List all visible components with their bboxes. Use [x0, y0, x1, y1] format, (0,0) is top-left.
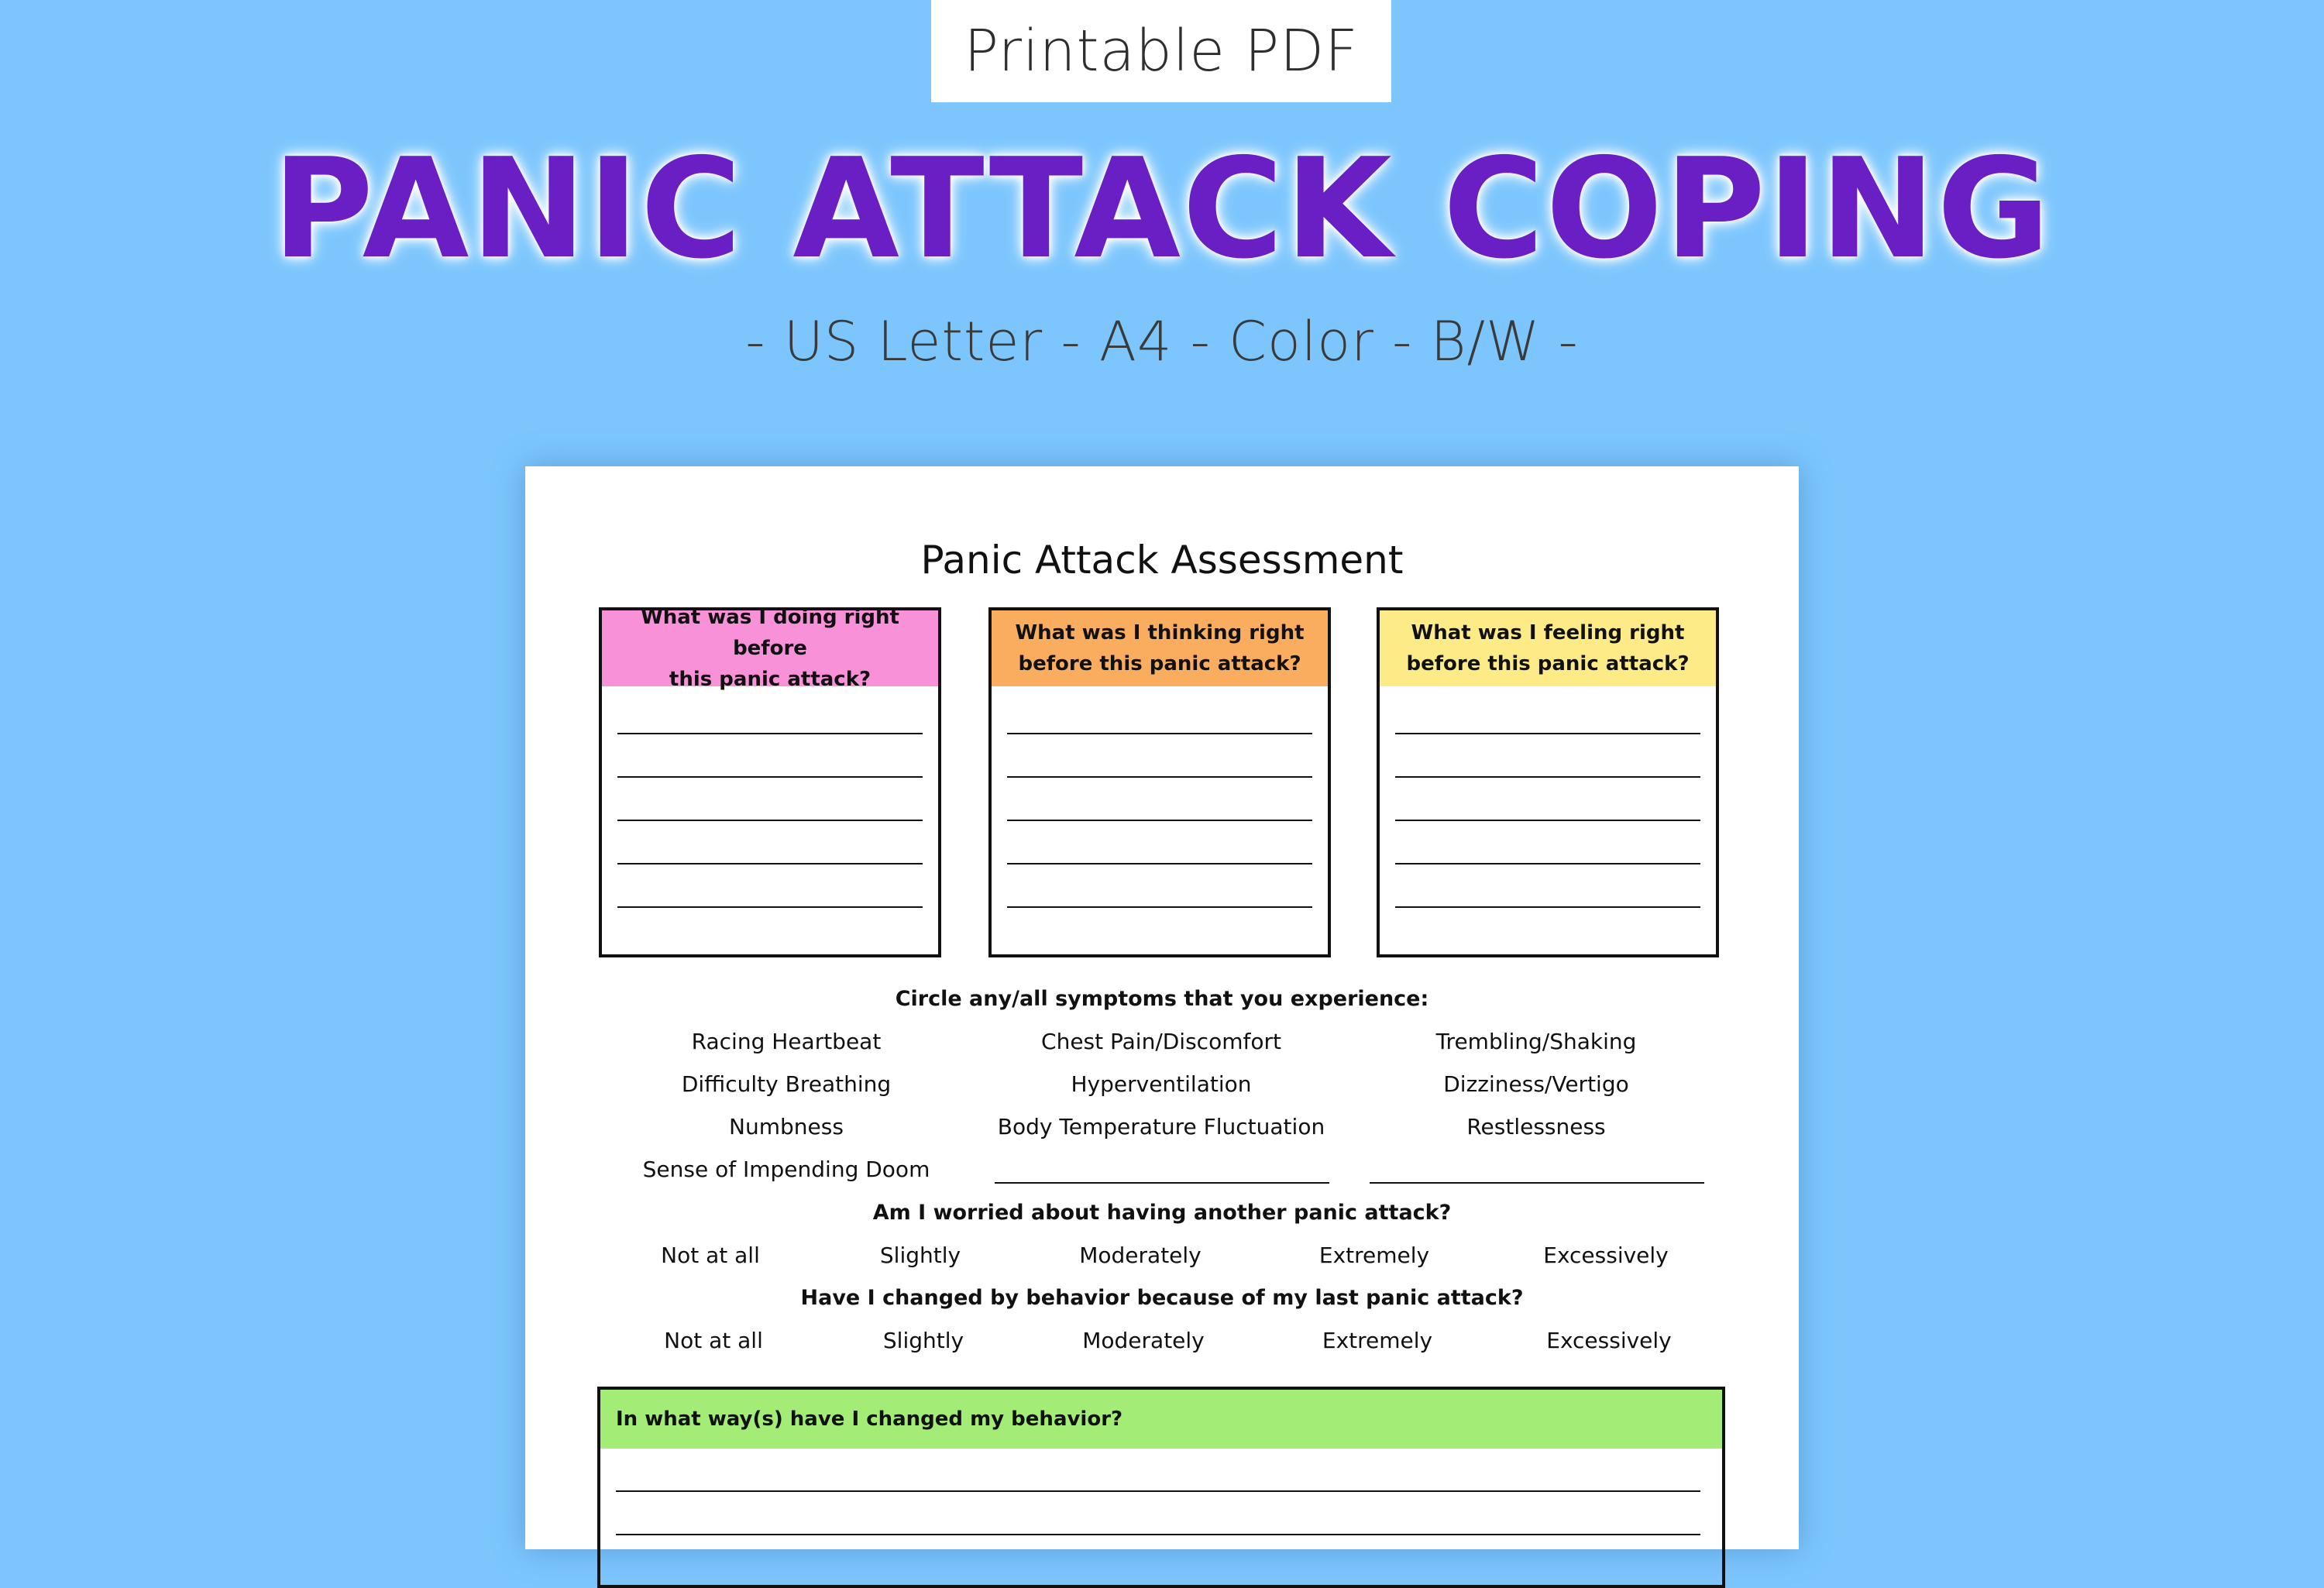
feeling-box-heading — [1380, 610, 1716, 686]
writing-line[interactable] — [616, 1490, 1700, 1492]
behavior-option[interactable]: Excessively — [1546, 1328, 1672, 1353]
writing-line[interactable] — [1395, 733, 1700, 734]
behavior-option[interactable]: Moderately — [1082, 1328, 1205, 1353]
worry-question: Am I worried about having another panic attack? — [872, 1201, 1452, 1225]
writing-line[interactable] — [1007, 776, 1312, 778]
feeling-heading-line2: before this panic attack? — [1406, 652, 1690, 675]
symptom-item[interactable]: Difficulty Breathing — [681, 1071, 892, 1097]
writing-line[interactable] — [1395, 906, 1700, 908]
formats-subtitle: - US Letter - A4 - Color - B/W - — [745, 310, 1579, 373]
worry-option[interactable]: Not at all — [661, 1243, 760, 1268]
thinking-heading-line1: What was I thinking right — [1015, 621, 1305, 644]
writing-line[interactable] — [617, 863, 923, 864]
worry-option[interactable]: Slightly — [879, 1243, 961, 1268]
headline: PANIC ATTACK COPING — [272, 129, 2052, 289]
writing-line[interactable] — [617, 820, 923, 821]
thinking-box-heading — [992, 610, 1328, 686]
thinking-box — [988, 607, 1331, 957]
behavior-option[interactable]: Slightly — [882, 1328, 964, 1353]
writing-line[interactable] — [616, 1534, 1700, 1535]
symptom-item[interactable]: Body Temperature Fluctuation — [997, 1114, 1325, 1139]
behavior-change-box — [597, 1387, 1725, 1588]
worksheet-title: Panic Attack Assessment — [920, 538, 1404, 583]
symptom-item[interactable]: Hyperventilation — [1071, 1071, 1252, 1097]
doing-box — [599, 607, 941, 957]
symptom-item[interactable]: Sense of Impending Doom — [642, 1157, 930, 1182]
writing-line[interactable] — [617, 906, 923, 908]
symptom-item[interactable]: Chest Pain/Discomfort — [1041, 1029, 1281, 1054]
writing-line[interactable] — [1395, 776, 1700, 778]
other-symptom-blank[interactable] — [995, 1182, 1329, 1184]
symptoms-heading: Circle any/all symptoms that you experience: — [895, 987, 1429, 1011]
feeling-box — [1377, 607, 1719, 957]
symptom-item[interactable]: Trembling/Shaking — [1435, 1029, 1637, 1054]
symptom-item[interactable]: Dizziness/Vertigo — [1443, 1071, 1629, 1097]
feeling-heading-line1: What was I feeling right — [1411, 621, 1685, 644]
doing-heading-line2: this panic attack? — [669, 668, 871, 691]
worksheet-page — [525, 466, 1799, 1549]
symptom-item[interactable]: Numbness — [729, 1114, 844, 1139]
doing-heading-line1: What was I doing right before — [641, 606, 899, 660]
behavior-question: Have I changed by behavior because of my last panic attack? — [800, 1286, 1524, 1310]
worry-option[interactable]: Extremely — [1318, 1243, 1430, 1268]
writing-line[interactable] — [1007, 863, 1312, 864]
writing-line[interactable] — [1007, 820, 1312, 821]
writing-line[interactable] — [1395, 863, 1700, 864]
behavior-change-heading: In what way(s) have I changed my behavior? — [600, 1390, 1722, 1449]
printable-pdf-badge: Printable PDF — [931, 0, 1391, 102]
writing-line[interactable] — [617, 733, 923, 734]
writing-line[interactable] — [1007, 733, 1312, 734]
worry-option[interactable]: Moderately — [1079, 1243, 1202, 1268]
thinking-heading-line2: before this panic attack? — [1018, 652, 1301, 675]
doing-box-heading — [602, 606, 938, 691]
symptom-item[interactable]: Restlessness — [1466, 1114, 1606, 1139]
writing-line[interactable] — [1007, 906, 1312, 908]
behavior-option[interactable]: Extremely — [1322, 1328, 1433, 1353]
worry-option[interactable]: Excessively — [1543, 1243, 1669, 1268]
symptom-item[interactable]: Racing Heartbeat — [691, 1029, 882, 1054]
behavior-option[interactable]: Not at all — [664, 1328, 763, 1353]
writing-line[interactable] — [1395, 820, 1700, 821]
writing-line[interactable] — [617, 776, 923, 778]
other-symptom-blank[interactable] — [1370, 1182, 1704, 1184]
